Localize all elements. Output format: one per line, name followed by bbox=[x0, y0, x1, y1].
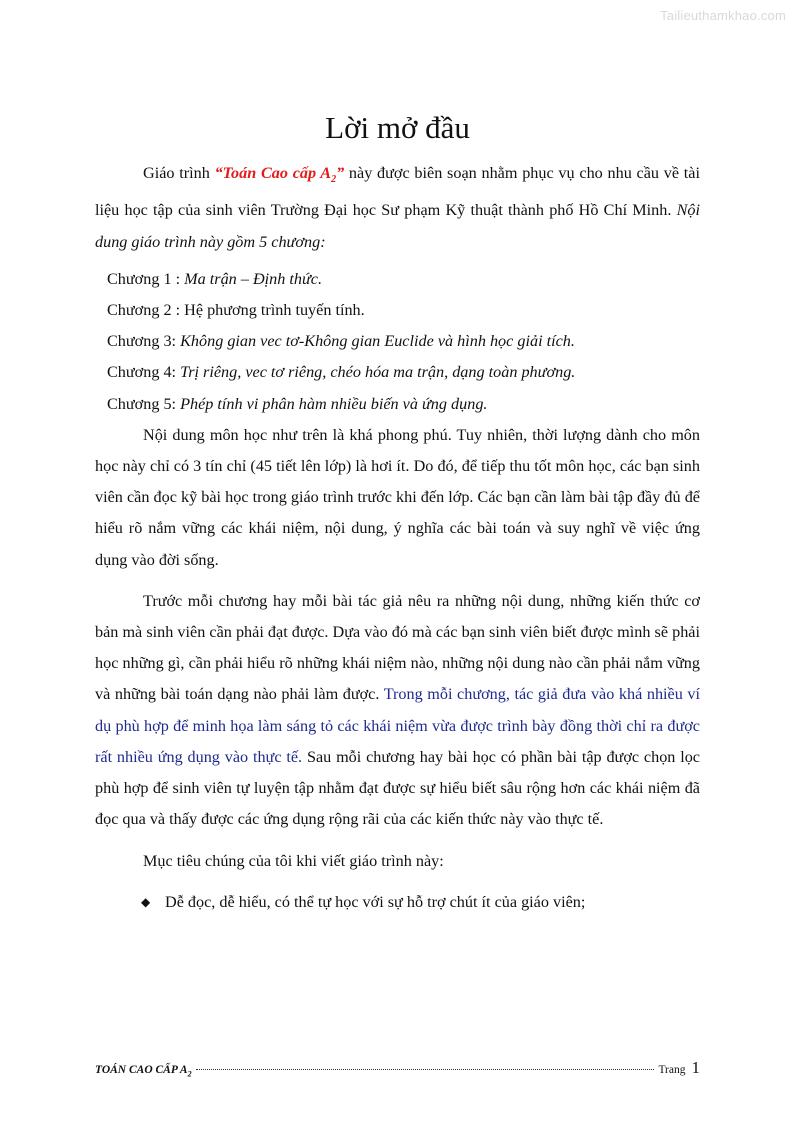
page-title: Lời mở đầu bbox=[325, 110, 470, 145]
goal-bullet: ◆ Dễ đọc, dễ hiểu, có thể tự học với sự hỗ trợ chút ít của giáo viên; bbox=[95, 887, 700, 918]
goals-heading: Mục tiêu chúng của tôi khi viết giáo trình này: bbox=[143, 851, 444, 870]
chapter-item: Chương 1 : Ma trận – Định thức. bbox=[107, 269, 323, 288]
chapter-list bbox=[95, 264, 700, 420]
book-title: “Toán Cao cấp $A_2$” bbox=[214, 164, 345, 186]
watermark: Tailieuthamkhao.com bbox=[660, 8, 786, 23]
intro-paragraph bbox=[95, 158, 700, 258]
diamond-bullet-icon: ◆ bbox=[141, 894, 151, 909]
footer-leader-dots bbox=[196, 1069, 655, 1070]
content-paragraph: Nội dung môn học như trên là khá phong phú. Tuy nhiên, thời lượng dành cho môn học này chỉ có 3 tín chỉ (45 tiết lên lớp) là hơi ít. Do đó, để tiếp thu tốt môn học, các bạn sinh viên cần đọc kỹ bài học trong giáo trình trước khi đến lớp. Các bạn cần làm bài tập đầy đủ để hiểu rõ nắm vững các khái niệm, nội dung, ý nghĩa các bài toán và suy nghĩ về việc ứng dụng vào đời sống. bbox=[95, 425, 700, 569]
chapter-item: Chương 4: Trị riêng, vec tơ riêng, chéo hóa ma trận, dạng toàn phương. bbox=[107, 363, 576, 382]
intro-italic: Nội dung giáo trình này gồm 5 chương: bbox=[95, 201, 700, 251]
intro-text: này được biên soạn nhằm phục vụ cho nhu cầu về tài liệu học tập của sinh viên Trường Đại học Sư phạm Kỹ thuật thành phố Hồ Chí Minh. bbox=[95, 164, 700, 220]
page-footer bbox=[95, 1058, 700, 1078]
structure-paragraph: Trước mỗi chương hay mỗi bài tác giả nêu ra những nội dung, những kiến thức cơ bản mà sinh viên cần phải đạt được. Dựa vào đó mà các bạn sinh viên biết được mình sẽ phải học những gì, cần phải hiểu rõ những khái niệm nào, những nội dung nào cần phải nắm vững và những bài toán dạng nào phải làm được. Trong mỗi chương, tác giả đưa vào khá nhiều ví dụ phù hợp để minh họa làm sáng tỏ các khái niệm vừa được trình bày đồng thời chỉ ra được rất nhiều ứng dụng vào thực tế. Sau mỗi chương hay bài học có phần bài tập được chọn lọc phù hợp để sinh viên tự luyện tập nhằm đạt được sự hiểu biết sâu rộng hơn các khái niệm đã đọc qua và thấy được các ứng dụng rộng rãi của các kiến thức này vào thực tế. bbox=[95, 591, 700, 829]
page-number: Trang 1 bbox=[658, 1058, 700, 1077]
chapter-item: Chương 2 : Hệ phương trình tuyến tính. bbox=[107, 301, 365, 320]
chapter-item: Chương 3: Không gian vec tơ-Không gian Euclide và hình học giải tích. bbox=[107, 332, 575, 351]
footer-title: TOÁN CAO CẤP $A_2$ bbox=[95, 1064, 192, 1079]
highlighted-text: Trong mỗi chương, tác giả đưa vào khá nhiều ví dụ phù hợp để minh họa làm sáng tỏ các khái niệm vừa được trình bày đồng thời chỉ ra được rất nhiều ứng dụng vào thực tế. bbox=[95, 685, 700, 766]
intro-prefix: Giáo trình bbox=[143, 164, 215, 182]
document-page bbox=[95, 106, 700, 918]
chapter-item: Chương 5: Phép tính vi phân hàm nhiều biến và ứng dụng. bbox=[107, 394, 488, 413]
